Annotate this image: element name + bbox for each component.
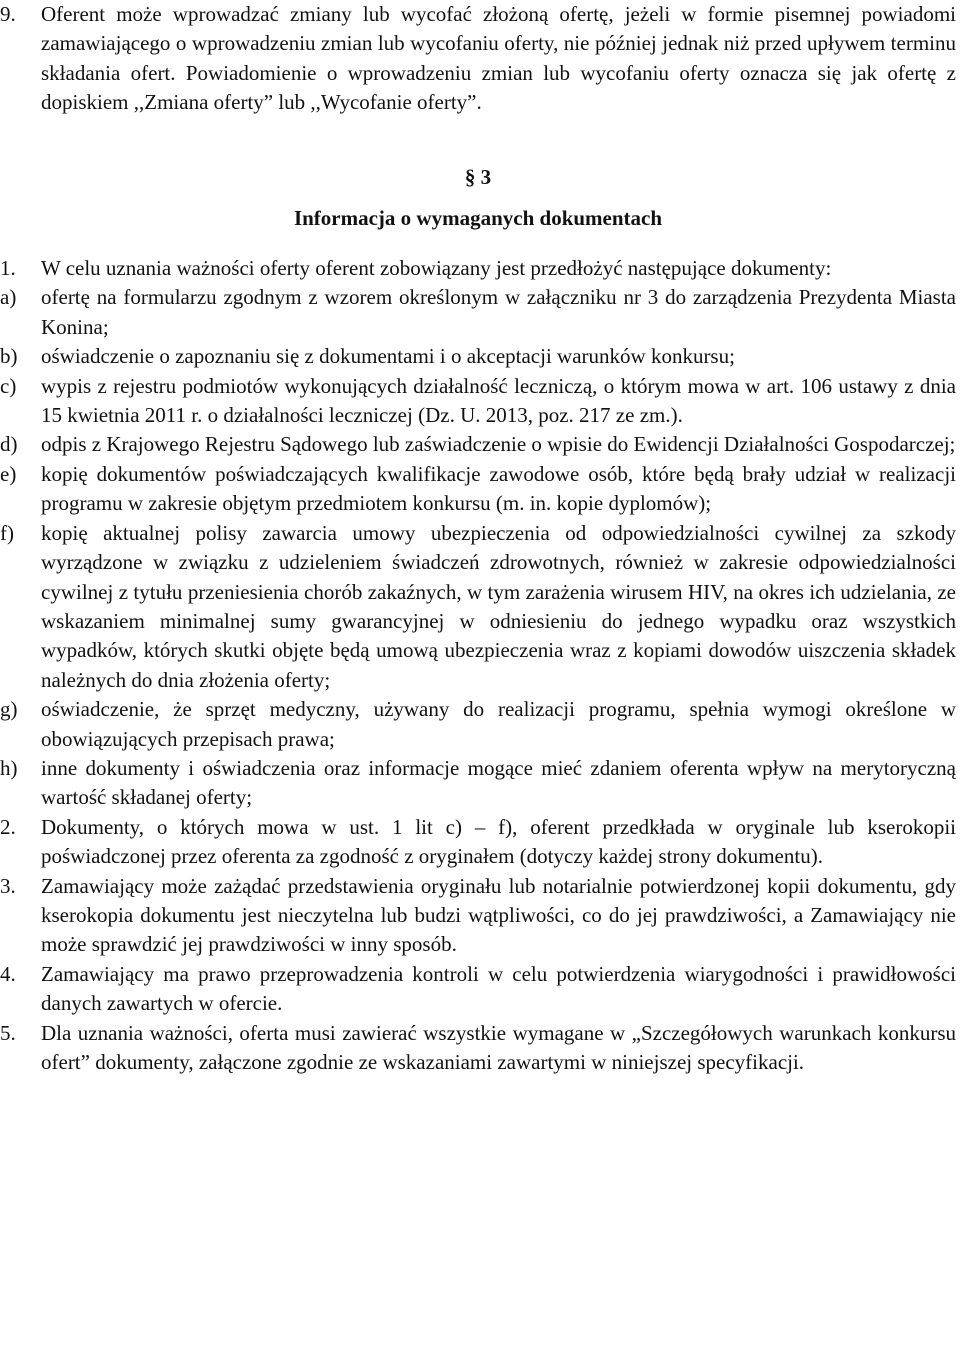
item-number: 1. — [0, 256, 16, 281]
item-number: 2. — [0, 814, 16, 839]
item-text: Zamawiający ma prawo przeprowadzenia kontroli w celu potwierdzenia wiarygodności i prawidłowości danych zawartych w ofercie. — [41, 961, 956, 1016]
list-item-3 — [0, 872, 956, 960]
item-letter: e) — [0, 461, 17, 486]
sub-item-h — [0, 754, 956, 813]
item-letter: c) — [0, 373, 17, 398]
sub-item-f — [0, 519, 956, 695]
section-title: Informacja o wymaganych dokumentach — [293, 205, 663, 230]
item-text: Dokumenty, o których mowa w ust. 1 lit c) – f), oferent przedkłada w oryginale lub kserokopii poświadczonej przez oferenta za zgodność z oryginałem (dotyczy każdej strony dokumentu). — [41, 814, 956, 869]
item-letter: f) — [0, 520, 14, 545]
item-text: Oferent może wprowadzać zmiany lub wycofać złożoną ofertę, jeżeli w formie pisemnej powiadomi zamawiającego o wprowadzeniu zmian lub wycofaniu oferty, nie później jednak niż przed upływem terminu składania ofert. Powiadomienie o wprowadzeniu zmian lub wycofaniu oferty oznacza się jak ofertę z dopiskiem ,,Zmiana oferty” lub ,,Wycofanie oferty”. — [41, 2, 956, 115]
item-letter: g) — [0, 697, 18, 722]
sub-item-e — [0, 460, 956, 519]
item-number: 5. — [0, 1020, 16, 1045]
section-number: § 3 — [464, 164, 492, 189]
item-number: 4. — [0, 961, 16, 986]
item-text: inne dokumenty i oświadczenia oraz informacje mogące mieć zdaniem oferenta wpływ na merytoryczną wartość składanej oferty; — [41, 755, 956, 810]
list-item-5 — [0, 1019, 956, 1078]
list-item-2 — [0, 813, 956, 872]
item-letter: d) — [0, 432, 18, 457]
sub-item-c — [0, 372, 956, 431]
sub-item-d — [0, 430, 956, 459]
item-text: oświadczenie, że sprzęt medyczny, używany do realizacji programu, spełnia wymogi określone w obowiązujących przepisach prawa; — [41, 697, 956, 751]
item-text: kopię aktualnej polisy zawarcia umowy ubezpieczenia od odpowiedzialności cywilnej za szkody wyrządzone w związku z udzieleniem świadczeń zdrowotnych, również w zakresie odpowiedzialności cywilnej z tytułu przeniesienia chorób zakaźnych, w tym zarażenia wirusem HIV, na okres ich udzielania, ze wskazaniem minimalnej sumy gwarancyjnej w odniesieniu do jednego wypadku oraz wszystkich wypadków, których skutki objęte będą umową ubezpieczenia wraz z kopiami dowodów uiszczenia składek należnych do dnia złożenia oferty; — [41, 520, 956, 692]
item-text: Zamawiający może zażądać przedstawienia oryginału lub notarialnie potwierdzonej kopii dokumentu, gdy kserokopia dokumentu jest nieczytelna lub budzi wątpliwości, co do jej prawdziwości, a Zamawiający nie może sprawdzić jej prawdziwości w inny sposób. — [41, 873, 956, 957]
sub-item-g — [0, 695, 956, 754]
item-text: kopię dokumentów poświadczających kwalifikacje zawodowe osób, które będą brały udział w realizacji programu w zakresie objętym przedmiotem konkursu (m. in. kopie dyplomów); — [41, 461, 956, 516]
item-text: Dla uznania ważności, oferta musi zawierać wszystkie wymagane w „Szczegółowych warunkach konkursu ofert” dokumenty, załączone zgodnie ze wskazaniami zawartymi w niniejszej specyfikacji. — [41, 1020, 956, 1074]
item-number: 9. — [0, 2, 16, 26]
item-text: wypis z rejestru podmiotów wykonujących działalność leczniczą, o którym mowa w art. 106 ustawy z dnia 15 kwietnia 2011 r. o działalności leczniczej (Dz. U. 2013, poz. 217 ze zm.). — [41, 373, 956, 428]
item-letter: h) — [0, 755, 18, 780]
item-text: oświadczenie o zapoznaniu się z dokumentami i o akceptacji warunków konkursu; — [41, 344, 735, 369]
item-text: ofertę na formularzu zgodnym z wzorem określonym w załączniku nr 3 do zarządzenia Prezydenta Miasta Konina; — [41, 285, 956, 339]
list-item-4 — [0, 960, 956, 1019]
item-letter: b) — [0, 344, 18, 369]
list-item-1 — [0, 254, 956, 283]
sub-item-a — [0, 283, 956, 342]
intro-paragraph — [0, 0, 956, 118]
sub-item-b — [0, 342, 956, 371]
item-text: W celu uznania ważności oferty oferent zobowiązany jest przedłożyć następujące dokumenty: — [41, 256, 832, 281]
item-number: 3. — [0, 873, 16, 898]
item-text: odpis z Krajowego Rejestru Sądowego lub zaświadczenie o wpisie do Ewidencji Działalności Gospodarczej; — [41, 432, 956, 457]
item-letter: a) — [0, 285, 17, 310]
